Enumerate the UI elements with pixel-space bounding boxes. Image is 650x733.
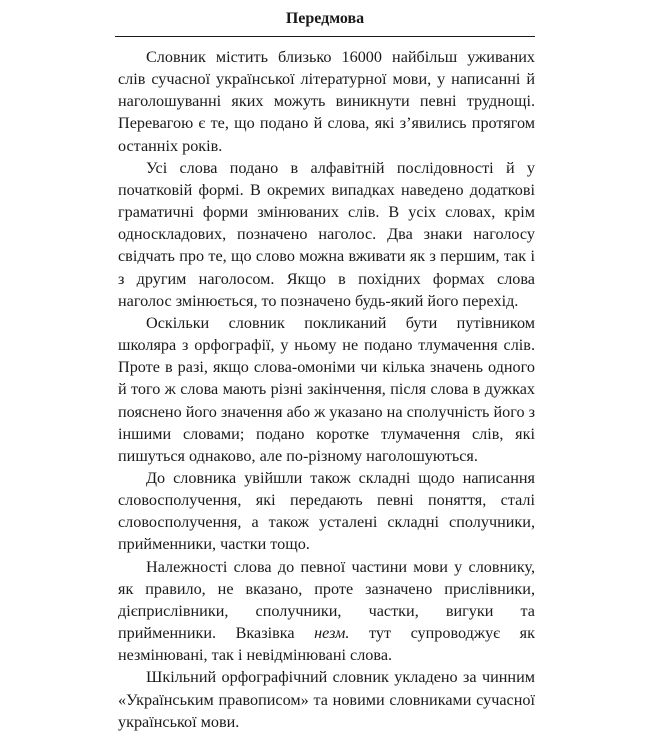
paragraph-3: Оскільки словник покликаний бути путівником школяра з орфографії, у ньому не подано тлумачення слів. Проте в разі, якщо слова-омоніми чи кілька значень одного й того ж слова мають різні закінчення, після слова в дужках пояснено його значення або ж указано на сполучність його з іншими словами; подано коротке тлумачення слів, які пишуться однаково, але по-різному наголошуються. — [118, 313, 535, 465]
paragraph-2: Усі слова подано в алфавітній послідовності й у початковій формі. В окремих випадках наведено додаткові граматичні форми змінюваних слів. В усіх словах, крім односкладових, позначено наголос. Два знаки наголосу свідчать про те, що слово можна вживати як з першим, так і з другим наголосом. Якщо в похідних формах слова наголос змінюється, то позначено будь-який його перехід. — [118, 158, 535, 310]
paragraph-5 — [118, 556, 535, 667]
page-header: Передмова — [285, 10, 365, 27]
paragraph-4: До словника увійшли також складні щодо написання словосполучення, які передають певні поняття, сталі словосполучення, а також усталені складні сполучники, прийменники, частки тощо. — [118, 468, 535, 554]
page-body — [118, 46, 535, 733]
paragraph-6: Шкільний орфографічний словник укладено за чинним «Українським правописом» та новими словниками сучасної української мови. — [118, 668, 535, 731]
paragraph-1: Словник містить близько 16000 найбільш уживаних слів сучасної української літературної мови, у написанні й наголошуванні яких можуть виникнути певні труднощі. Перевагою є те, що подано й слова, які з’явились протягом останніх років. — [118, 48, 535, 155]
paragraph-5-text-before: Належності слова до певної частини мови у словнику, як правило, не вказано, проте зазначено прислівники, дієприслівники, сполучники, частки, вигуки та прийменники. Вказівка — [118, 557, 535, 643]
abbreviation-nezm: незм. — [314, 624, 350, 643]
header-rule — [115, 36, 535, 37]
paragraph-5-text-after: тут супроводжує як незмінювані, так і невідмінювані слова. — [118, 624, 535, 665]
